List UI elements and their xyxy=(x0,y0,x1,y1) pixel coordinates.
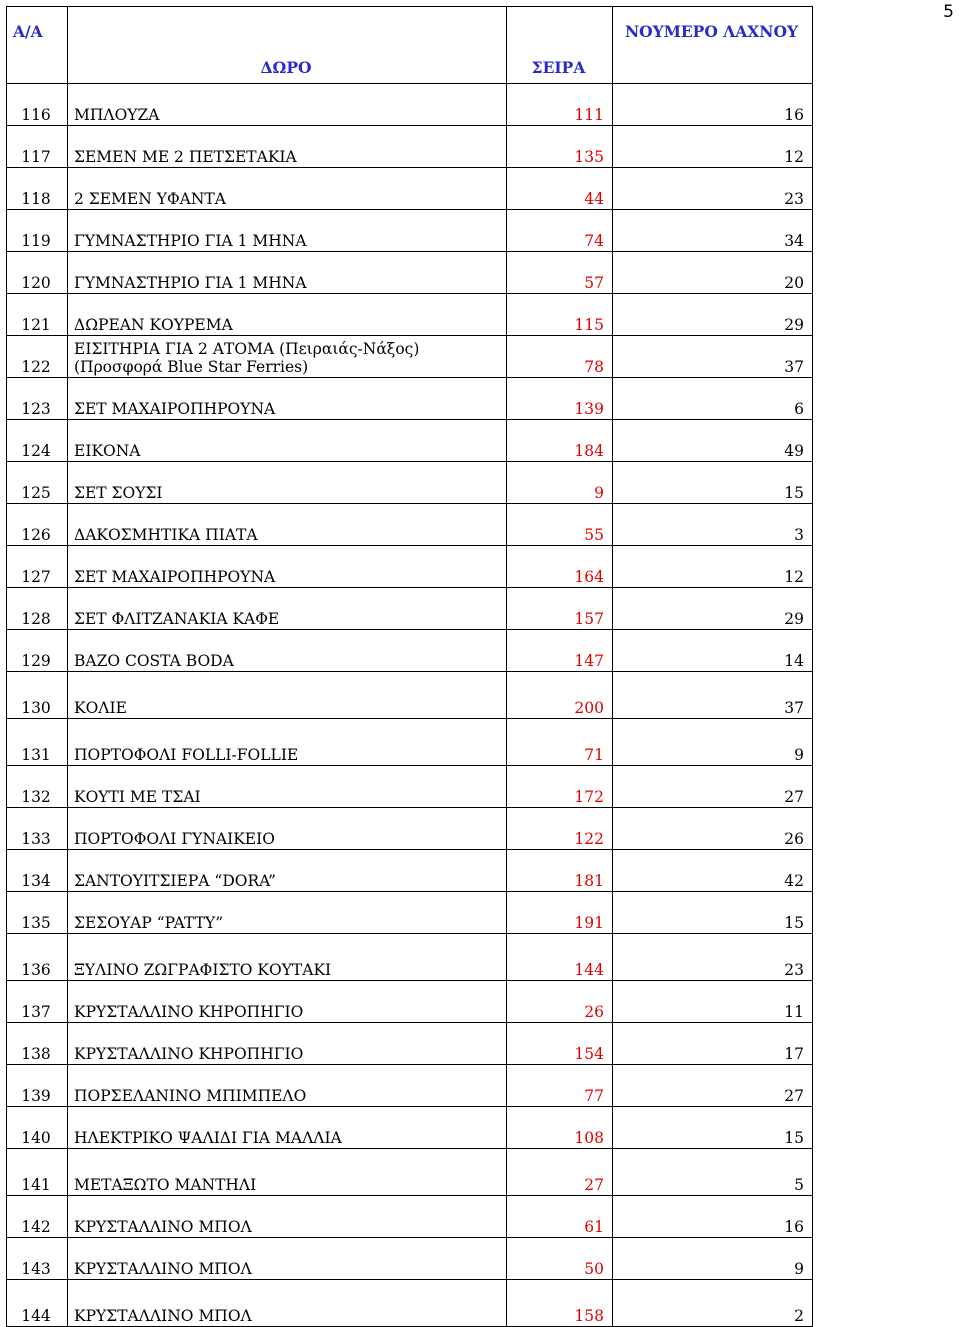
row-number: 123 xyxy=(7,378,68,420)
row-number: 136 xyxy=(7,934,68,981)
table-row xyxy=(7,1107,813,1149)
row-ticket-number: 5 xyxy=(613,1149,813,1196)
row-series: 158 xyxy=(507,1280,613,1327)
row-number: 116 xyxy=(7,84,68,126)
row-number: 122 xyxy=(7,336,68,378)
row-number: 133 xyxy=(7,808,68,850)
row-ticket-number: 34 xyxy=(613,210,813,252)
table-row xyxy=(7,504,813,546)
row-number: 128 xyxy=(7,588,68,630)
row-ticket-number: 6 xyxy=(613,378,813,420)
table-row xyxy=(7,588,813,630)
row-ticket-number: 26 xyxy=(613,808,813,850)
row-ticket-number: 42 xyxy=(613,850,813,892)
row-gift: ΣΕΤ ΜΑΧΑΙΡΟΠΗΡΟΥΝΑ xyxy=(68,378,507,420)
table-row xyxy=(7,934,813,981)
row-gift: ΒΑΖΟ COSTA BODA xyxy=(68,630,507,672)
row-ticket-number: 37 xyxy=(613,672,813,719)
row-series: 157 xyxy=(507,588,613,630)
row-series: 26 xyxy=(507,981,613,1023)
row-ticket-number: 16 xyxy=(613,84,813,126)
row-number: 135 xyxy=(7,892,68,934)
row-series: 61 xyxy=(507,1196,613,1238)
table-row xyxy=(7,336,813,378)
row-gift: ΚΟΥΤΙ ΜΕ ΤΣΑΙ xyxy=(68,766,507,808)
header-ticket-number: ΝΟΥΜΕΡΟ ΛΑΧΝΟΥ xyxy=(613,7,813,84)
row-gift: ΣΕΤ ΣΟΥΣΙ xyxy=(68,462,507,504)
row-number: 142 xyxy=(7,1196,68,1238)
prize-table xyxy=(6,6,813,1327)
table-row xyxy=(7,1196,813,1238)
table-row xyxy=(7,1149,813,1196)
row-number: 130 xyxy=(7,672,68,719)
row-ticket-number: 27 xyxy=(613,766,813,808)
row-series: 9 xyxy=(507,462,613,504)
row-series: 122 xyxy=(507,808,613,850)
header-series: ΣΕΙΡΑ xyxy=(507,7,613,84)
row-gift: ΣΑΝΤΟΥΙΤΣΙΕΡΑ “DORA” xyxy=(68,850,507,892)
row-series: 139 xyxy=(507,378,613,420)
row-series: 191 xyxy=(507,892,613,934)
row-gift: ΓΥΜΝΑΣΤΗΡΙΟ ΓΙΑ 1 ΜΗΝΑ xyxy=(68,210,507,252)
row-gift: ΚΡΥΣΤΑΛΛΙΝΟ ΜΠΟΛ xyxy=(68,1196,507,1238)
row-number: 143 xyxy=(7,1238,68,1280)
row-ticket-number: 23 xyxy=(613,168,813,210)
row-ticket-number: 29 xyxy=(613,588,813,630)
row-number: 117 xyxy=(7,126,68,168)
table-row xyxy=(7,1238,813,1280)
header-number: Α/Α xyxy=(7,7,68,84)
row-series: 55 xyxy=(507,504,613,546)
row-series: 27 xyxy=(507,1149,613,1196)
row-ticket-number: 17 xyxy=(613,1023,813,1065)
row-number: 119 xyxy=(7,210,68,252)
table-header-row xyxy=(7,7,813,84)
row-ticket-number: 37 xyxy=(613,336,813,378)
row-gift: ΔΩΡΕΑΝ ΚΟΥΡΕΜΑ xyxy=(68,294,507,336)
table-row xyxy=(7,294,813,336)
row-number: 137 xyxy=(7,981,68,1023)
row-series: 74 xyxy=(507,210,613,252)
table-row xyxy=(7,126,813,168)
row-number: 141 xyxy=(7,1149,68,1196)
table-body xyxy=(7,84,813,1327)
row-series: 181 xyxy=(507,850,613,892)
row-series: 71 xyxy=(507,719,613,766)
row-gift: ΠΟΡΣΕΛΑΝΙΝΟ ΜΠΙΜΠΕΛΟ xyxy=(68,1065,507,1107)
table-row xyxy=(7,672,813,719)
table-row xyxy=(7,168,813,210)
table-row xyxy=(7,808,813,850)
row-number: 129 xyxy=(7,630,68,672)
table-row xyxy=(7,850,813,892)
row-gift: ΜΠΛΟΥΖΑ xyxy=(68,84,507,126)
row-ticket-number: 15 xyxy=(613,1107,813,1149)
row-ticket-number: 27 xyxy=(613,1065,813,1107)
row-gift: ΠΟΡΤΟΦΟΛΙ ΓΥΝΑΙΚΕΙΟ xyxy=(68,808,507,850)
row-gift: ΚΟΛΙΕ xyxy=(68,672,507,719)
row-series: 115 xyxy=(507,294,613,336)
row-number: 140 xyxy=(7,1107,68,1149)
row-series: 50 xyxy=(507,1238,613,1280)
row-gift: ΣΕΜΕΝ ΜΕ 2 ΠΕΤΣΕΤΑΚΙΑ xyxy=(68,126,507,168)
row-gift: ΚΡΥΣΤΑΛΛΙΝΟ ΚΗΡΟΠΗΓΙΟ xyxy=(68,1023,507,1065)
table-row xyxy=(7,766,813,808)
row-gift: ΕΙΚΟΝΑ xyxy=(68,420,507,462)
row-ticket-number: 15 xyxy=(613,462,813,504)
row-gift xyxy=(68,336,507,378)
table-row xyxy=(7,892,813,934)
row-ticket-number: 16 xyxy=(613,1196,813,1238)
row-number: 126 xyxy=(7,504,68,546)
row-number: 124 xyxy=(7,420,68,462)
row-series: 108 xyxy=(507,1107,613,1149)
table-row xyxy=(7,546,813,588)
row-gift: ΚΡΥΣΤΑΛΛΙΝΟ ΜΠΟΛ xyxy=(68,1280,507,1327)
table-row xyxy=(7,1023,813,1065)
row-ticket-number: 9 xyxy=(613,719,813,766)
row-ticket-number: 49 xyxy=(613,420,813,462)
row-ticket-number: 11 xyxy=(613,981,813,1023)
row-series: 57 xyxy=(507,252,613,294)
row-series: 147 xyxy=(507,630,613,672)
table-row xyxy=(7,84,813,126)
row-ticket-number: 15 xyxy=(613,892,813,934)
row-number: 134 xyxy=(7,850,68,892)
row-series: 200 xyxy=(507,672,613,719)
row-gift: ΚΡΥΣΤΑΛΛΙΝΟ ΜΠΟΛ xyxy=(68,1238,507,1280)
table-row xyxy=(7,210,813,252)
table-row xyxy=(7,630,813,672)
row-gift-line1: ΕΙΣΙΤΗΡΙΑ ΓΙΑ 2 ΑΤΟΜΑ (Πειραιάς-Νάξος) xyxy=(74,340,420,358)
row-number: 118 xyxy=(7,168,68,210)
row-series: 135 xyxy=(507,126,613,168)
row-ticket-number: 23 xyxy=(613,934,813,981)
row-gift: ΣΕΤ ΦΛΙΤΖΑΝΑΚΙΑ ΚΑΦΕ xyxy=(68,588,507,630)
row-ticket-number: 29 xyxy=(613,294,813,336)
row-ticket-number: 20 xyxy=(613,252,813,294)
header-gift: ΔΩΡΟ xyxy=(68,7,507,84)
row-number: 139 xyxy=(7,1065,68,1107)
table-row xyxy=(7,719,813,766)
row-gift: 2 ΣΕΜΕΝ ΥΦΑΝΤΑ xyxy=(68,168,507,210)
table-row xyxy=(7,462,813,504)
row-number: 127 xyxy=(7,546,68,588)
row-gift: ΞΥΛΙΝΟ ΖΩΓΡΑΦΙΣΤΟ ΚΟΥΤΑΚΙ xyxy=(68,934,507,981)
row-ticket-number: 12 xyxy=(613,546,813,588)
table-row xyxy=(7,1065,813,1107)
row-series: 144 xyxy=(507,934,613,981)
row-ticket-number: 3 xyxy=(613,504,813,546)
row-series: 154 xyxy=(507,1023,613,1065)
row-series: 44 xyxy=(507,168,613,210)
row-number: 131 xyxy=(7,719,68,766)
table-row xyxy=(7,420,813,462)
row-gift: ΣΕΤ ΜΑΧΑΙΡΟΠΗΡΟΥΝΑ xyxy=(68,546,507,588)
row-ticket-number: 14 xyxy=(613,630,813,672)
row-number: 125 xyxy=(7,462,68,504)
row-number: 120 xyxy=(7,252,68,294)
table-row xyxy=(7,378,813,420)
row-series: 172 xyxy=(507,766,613,808)
row-gift: ΣΕΣΟΥΑΡ “PATTY” xyxy=(68,892,507,934)
row-gift: ΗΛΕΚΤΡΙΚΟ ΨΑΛΙΔΙ ΓΙΑ ΜΑΛΛΙΑ xyxy=(68,1107,507,1149)
row-ticket-number: 9 xyxy=(613,1238,813,1280)
row-gift-line2: (Προσφορά Blue Star Ferries) xyxy=(74,358,309,376)
row-series: 77 xyxy=(507,1065,613,1107)
table-row xyxy=(7,252,813,294)
row-series: 184 xyxy=(507,420,613,462)
row-series: 164 xyxy=(507,546,613,588)
row-number: 138 xyxy=(7,1023,68,1065)
table-row xyxy=(7,1280,813,1327)
row-series: 111 xyxy=(507,84,613,126)
row-gift: ΔΑΚΟΣΜΗΤΙΚΑ ΠΙΑΤΑ xyxy=(68,504,507,546)
row-gift: ΚΡΥΣΤΑΛΛΙΝΟ ΚΗΡΟΠΗΓΙΟ xyxy=(68,981,507,1023)
row-ticket-number: 12 xyxy=(613,126,813,168)
row-gift: ΜΕΤΑΞΩΤΟ ΜΑΝΤΗΛΙ xyxy=(68,1149,507,1196)
row-gift: ΓΥΜΝΑΣΤΗΡΙΟ ΓΙΑ 1 ΜΗΝΑ xyxy=(68,252,507,294)
row-number: 132 xyxy=(7,766,68,808)
row-gift: ΠΟΡΤΟΦΟΛΙ FOLLI-FOLLIE xyxy=(68,719,507,766)
table-row xyxy=(7,981,813,1023)
row-number: 144 xyxy=(7,1280,68,1327)
row-series: 78 xyxy=(507,336,613,378)
row-ticket-number: 2 xyxy=(613,1280,813,1327)
page-number: 5 xyxy=(943,2,954,22)
row-number: 121 xyxy=(7,294,68,336)
